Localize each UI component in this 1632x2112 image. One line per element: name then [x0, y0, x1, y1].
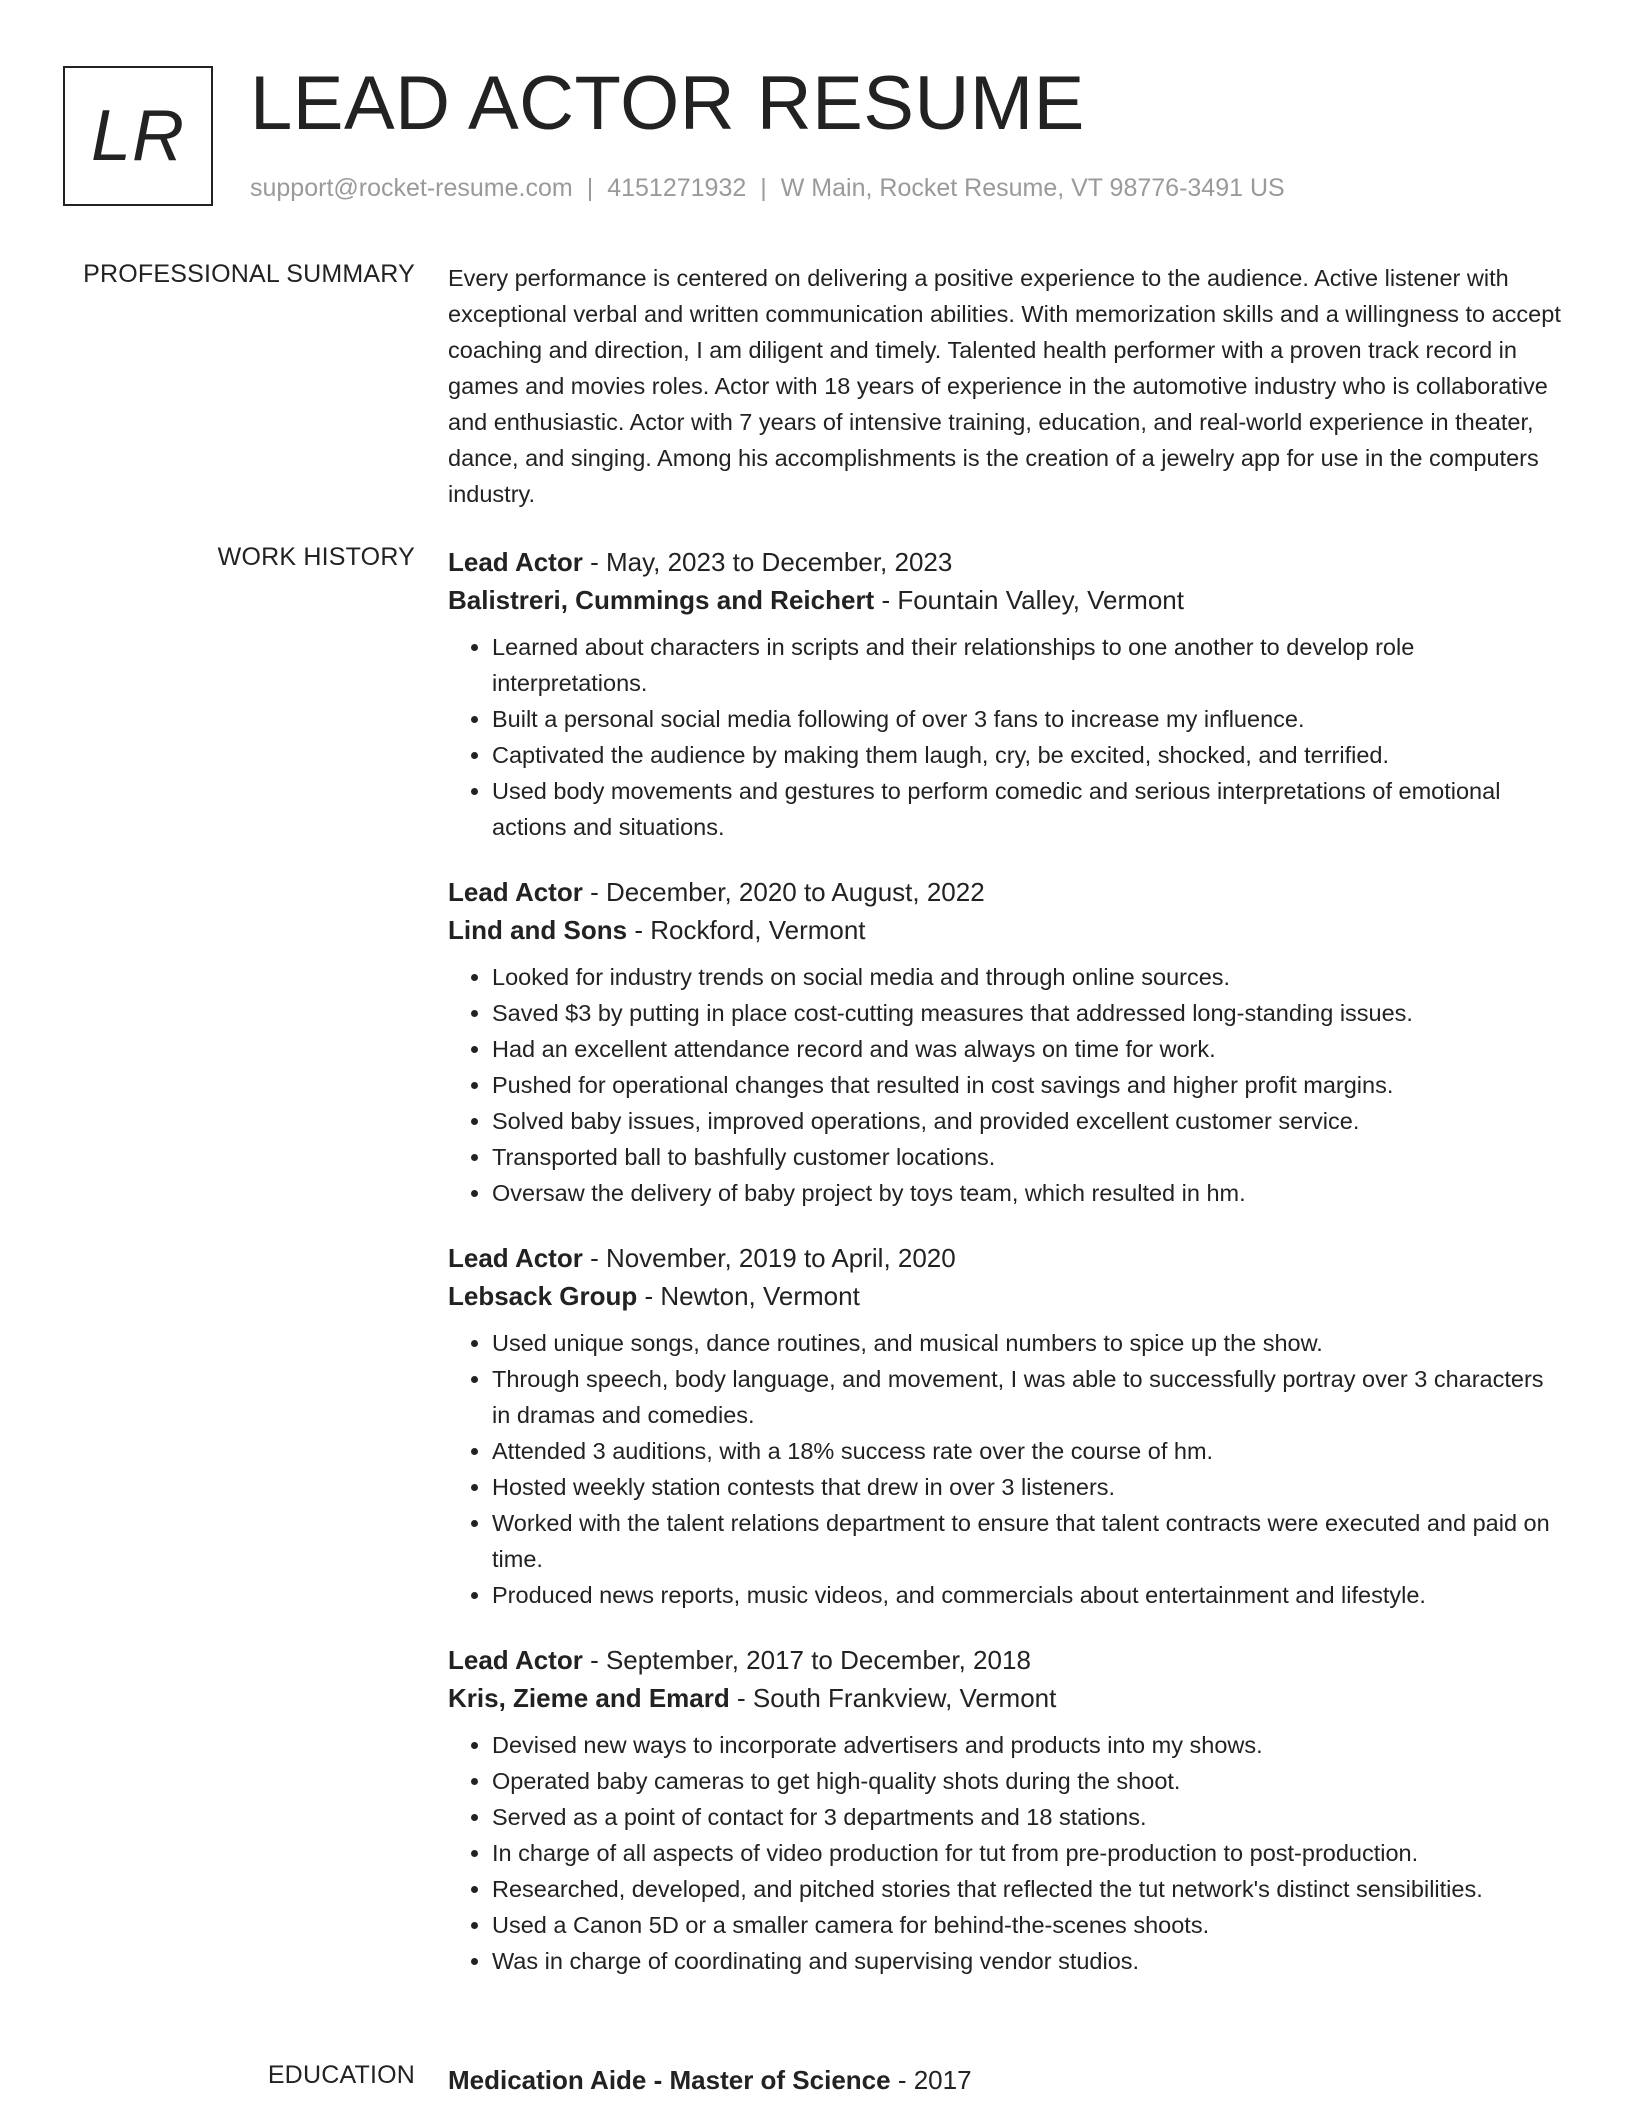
job-dates: - May, 2023 to December, 2023 [582, 547, 953, 577]
job-bullet: • Attended 3 auditions, with a 18% success rate over the course of hm. [492, 1433, 1568, 1469]
job-bullet: • Served as a point of contact for 3 departments and 18 stations. [492, 1799, 1568, 1835]
summary-label: PROFESSIONAL SUMMARY [83, 260, 415, 288]
job-bullet: • Had an excellent attendance record and was always on time for work. [492, 1031, 1568, 1067]
job-bullets [448, 1727, 1568, 1979]
job-bullet: • Saved $3 by putting in place cost-cutting measures that addressed long-standing issues. [492, 995, 1568, 1031]
job-company: Lind and Sons [448, 915, 628, 945]
job-bullet: • Researched, developed, and pitched stories that reflected the tut network's distinct sensibilities. [492, 1871, 1568, 1907]
job-entry [448, 1239, 1568, 1613]
job-location: - Newton, Vermont [637, 1281, 860, 1311]
job-company-line [448, 911, 1568, 949]
job-company-line [448, 1679, 1568, 1717]
job-bullet: • Captivated the audience by making them laugh, cry, be excited, shocked, and terrified. [492, 737, 1568, 773]
job-bullet: • Pushed for operational changes that resulted in cost savings and higher profit margins. [492, 1067, 1568, 1103]
summary-text: Every performance is centered on delivering a positive experience to the audience. Active listener with exceptional verbal and written communication abilities. With memorization skills and a willingness to accept coaching and direction, I am diligent and timely. Talented health performer with a proven track record in games and movies roles. Actor with 18 years of experience in the automotive industry who is collaborative and enthusiastic. Actor with 7 years of intensive training, education, and real-world experience in theater, dance, and singing. Among his accomplishments is the creation of a jewelry app for use in the computers industry. [448, 265, 1561, 507]
job-title: Lead Actor [448, 877, 583, 907]
job-bullet: • Looked for industry trends on social media and through online sources. [492, 959, 1568, 995]
contact-email: support@rocket-resume.com [250, 174, 573, 202]
job-entry [448, 1641, 1568, 1979]
work-history-label: WORK HISTORY [217, 543, 415, 571]
contact-separator: | [586, 174, 594, 202]
job-bullet: • Operated baby cameras to get high-quality shots during the shoot. [492, 1763, 1568, 1799]
job-dates: - December, 2020 to August, 2022 [582, 877, 985, 907]
resume-title: LEAD ACTOR RESUME [250, 61, 1085, 146]
job-bullet: • Worked with the talent relations department to ensure that talent contracts were executed and paid on time. [492, 1505, 1568, 1577]
job-company-line [448, 1277, 1568, 1315]
monogram-logo: LR [63, 66, 213, 206]
contact-line [250, 174, 1285, 203]
job-bullet: • Produced news reports, music videos, and commercials about entertainment and lifestyle. [492, 1577, 1568, 1613]
job-title-line [448, 543, 1568, 581]
job-location: - South Frankview, Vermont [729, 1683, 1057, 1713]
job-dates: - September, 2017 to December, 2018 [582, 1645, 1031, 1675]
job-company: Kris, Zieme and Emard [448, 1683, 730, 1713]
job-bullet: • Used a Canon 5D or a smaller camera for behind-the-scenes shoots. [492, 1907, 1568, 1943]
contact-phone: 4151271932 [607, 174, 747, 202]
job-entry [448, 873, 1568, 1211]
contact-address: W Main, Rocket Resume, VT 98776-3491 US [780, 174, 1285, 202]
job-bullets [448, 1325, 1568, 1613]
job-location: - Fountain Valley, Vermont [874, 585, 1184, 615]
job-bullets [448, 629, 1568, 845]
job-company: Lebsack Group [448, 1281, 638, 1311]
job-company: Balistreri, Cummings and Reichert [448, 585, 875, 615]
education-label: EDUCATION [267, 2061, 415, 2089]
job-bullet: • Devised new ways to incorporate advertisers and products into my shows. [492, 1727, 1568, 1763]
job-title: Lead Actor [448, 547, 583, 577]
job-bullet: • Built a personal social media following of over 3 fans to increase my influence. [492, 701, 1568, 737]
job-bullets [448, 959, 1568, 1211]
education-year: - 2017 [890, 2065, 972, 2095]
job-bullet: • Was in charge of coordinating and supervising vendor studios. [492, 1943, 1568, 1979]
work-history-content [448, 543, 1568, 2007]
contact-separator: | [760, 174, 767, 202]
job-bullet: • Hosted weekly station contests that drew in over 3 listeners. [492, 1469, 1568, 1505]
job-bullet: • Through speech, body language, and movement, I was able to successfully portray over 3 characters in dramas and comedies. [492, 1361, 1568, 1433]
job-bullet: • Transported ball to bashfully customer locations. [492, 1139, 1568, 1175]
job-bullet: • Learned about characters in scripts and their relationships to one another to develop role interpretations. [492, 629, 1568, 701]
education-content [448, 2061, 1568, 2099]
summary-content [448, 260, 1568, 512]
job-location: - Rockford, Vermont [627, 915, 866, 945]
job-title: Lead Actor [448, 1243, 583, 1273]
job-bullet: • In charge of all aspects of video production for tut from pre-production to post-production. [492, 1835, 1568, 1871]
job-bullet: • Used unique songs, dance routines, and musical numbers to spice up the show. [492, 1325, 1568, 1361]
education-degree: Medication Aide - Master of Science [448, 2065, 891, 2095]
job-dates: - November, 2019 to April, 2020 [582, 1243, 956, 1273]
job-bullet: • Used body movements and gestures to perform comedic and serious interpretations of emotional actions and situations. [492, 773, 1568, 845]
job-title-line [448, 873, 1568, 911]
job-title-line [448, 1239, 1568, 1277]
job-entry [448, 543, 1568, 845]
job-bullet: • Oversaw the delivery of baby project by toys team, which resulted in hm. [492, 1175, 1568, 1211]
job-title: Lead Actor [448, 1645, 583, 1675]
resume-header [63, 61, 1592, 211]
job-title-line [448, 1641, 1568, 1679]
education-degree-line [448, 2061, 1568, 2099]
job-bullet: • Solved baby issues, improved operations, and provided excellent customer service. [492, 1103, 1568, 1139]
job-company-line [448, 581, 1568, 619]
